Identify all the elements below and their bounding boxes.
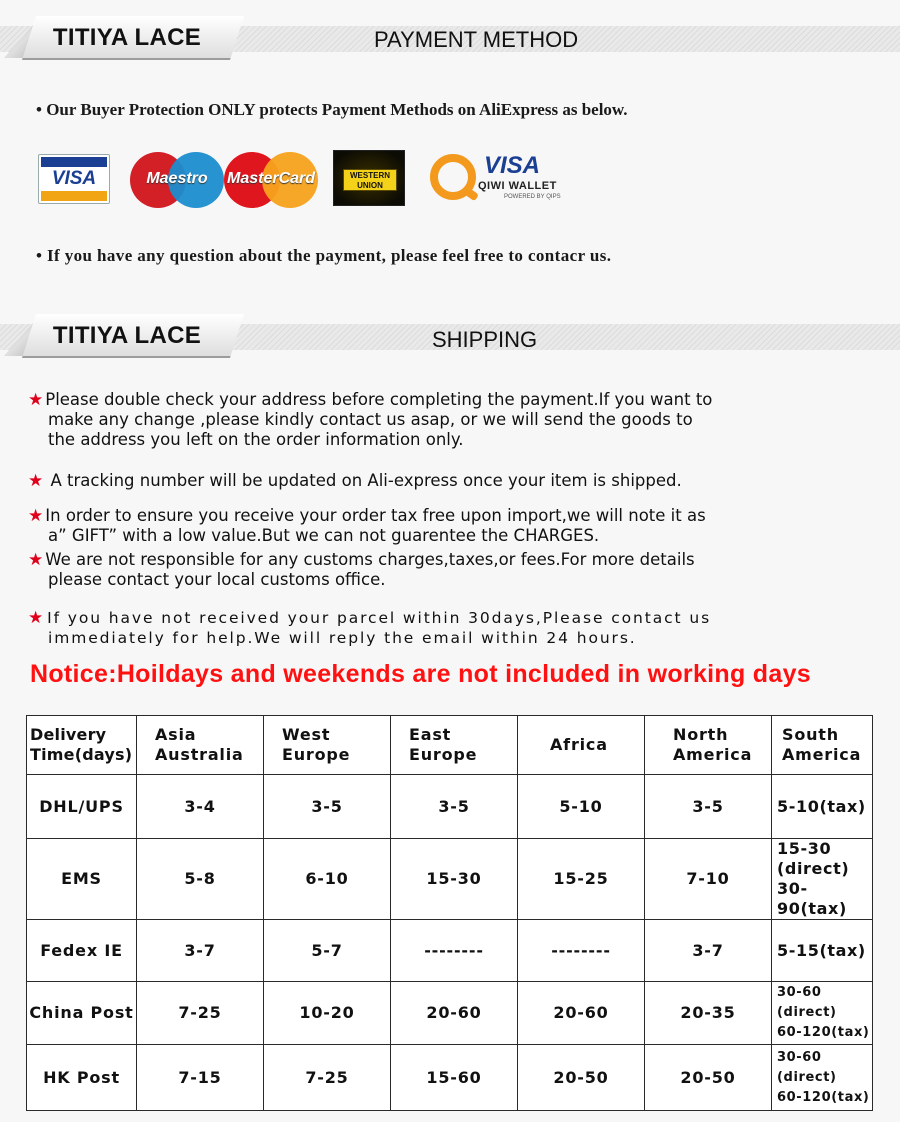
- header-cell: East Europe: [391, 716, 518, 775]
- table-cell: 5-10(tax): [772, 775, 873, 839]
- header-cell: Asia Australia: [137, 716, 264, 775]
- payment-question-note: • If you have any question about the payment, please feel free to contacr us.: [36, 246, 612, 265]
- table-cell: Fedex IE: [27, 920, 137, 982]
- buyer-protection-note: • Our Buyer Protection ONLY protects Payment Methods on AliExpress as below.: [36, 100, 628, 119]
- table-cell: 3-5: [264, 775, 391, 839]
- table-cell: 15-60: [391, 1045, 518, 1111]
- western-union-word: WESTERN UNION: [343, 169, 397, 191]
- table-cell: HK Post: [27, 1045, 137, 1111]
- table-cell: 30-60 (direct) 60-120(tax): [772, 1045, 873, 1111]
- holiday-notice: Notice:Hoildays and weekends are not included in working days: [30, 660, 811, 688]
- note-tracking-number: ★ A tracking number will be updated on Ali-express once your item is shipped.: [28, 471, 682, 491]
- red-star-icon: ★: [28, 608, 46, 628]
- mastercard-logo: [224, 152, 318, 208]
- qiwi-powered-word: POWERED BY QIPS: [504, 194, 561, 200]
- table-header-row: [27, 716, 873, 775]
- visa-card-word: VISA: [51, 168, 97, 189]
- table-cell: EMS: [27, 839, 137, 920]
- table-cell: 15-30: [391, 839, 518, 920]
- mastercard-word: MasterCard: [226, 170, 316, 187]
- table-cell: 30-60 (direct) 60-120(tax): [772, 982, 873, 1045]
- table-cell: 10-20: [264, 982, 391, 1045]
- note-address-check: ★ Please double check your address before completing the payment.If you want to make any change ,please kindly contact us asap, or we will send the goods to the address you left on the order information only.: [28, 390, 713, 449]
- header-cell: South America: [772, 716, 873, 775]
- visa-card-logo: [38, 154, 110, 204]
- note-parcel-contact: ★ If you have not received your parcel within 30days,Please contact us immediately for help.We will reply the email within 24 hours.: [28, 608, 712, 647]
- red-star-icon: ★: [28, 506, 44, 526]
- qiwi-wallet-word: QIWI WALLET: [478, 180, 557, 192]
- qiwi-visa-wallet-logo: [428, 150, 568, 208]
- maestro-word: Maestro: [146, 170, 208, 187]
- table-row: [27, 775, 873, 839]
- maestro-logo: [130, 152, 224, 208]
- table-cell: 7-10: [645, 839, 772, 920]
- red-star-icon: ★: [28, 550, 44, 570]
- table-cell: 5-10: [518, 775, 645, 839]
- shipping-section-header: [0, 314, 900, 360]
- brand-label: TITIYA LACE: [52, 24, 202, 51]
- table-cell: 5-7: [264, 920, 391, 982]
- table-cell: 5-8: [137, 839, 264, 920]
- qiwi-visa-word: VISA: [484, 152, 541, 179]
- table-cell: 3-7: [645, 920, 772, 982]
- table-row: [27, 839, 873, 920]
- header-cell: Africa: [518, 716, 645, 775]
- table-cell: 20-50: [645, 1045, 772, 1111]
- header-cell: West Europe: [264, 716, 391, 775]
- table-cell: 20-60: [391, 982, 518, 1045]
- western-union-logo: [333, 150, 405, 206]
- red-star-icon: ★: [28, 390, 44, 410]
- table-cell: --------: [391, 920, 518, 982]
- header-cell: Delivery Time(days): [27, 716, 137, 775]
- table-cell: 7-25: [137, 982, 264, 1045]
- payment-section-header: [0, 16, 900, 62]
- table-cell: 15-30 (direct) 30-90(tax): [772, 839, 873, 920]
- table-cell: 3-5: [391, 775, 518, 839]
- table-cell: China Post: [27, 982, 137, 1045]
- header-cell: North America: [645, 716, 772, 775]
- table-cell: 3-4: [137, 775, 264, 839]
- table-cell: --------: [518, 920, 645, 982]
- table-cell: 3-7: [137, 920, 264, 982]
- note-tax-free-gift: ★ In order to ensure you receive your order tax free upon import,we will note it as a” GIFT” with a low value.But we can not guarentee the CHARGES.: [28, 506, 706, 545]
- table-row: [27, 982, 873, 1045]
- table-cell: 5-15(tax): [772, 920, 873, 982]
- note-customs-charges: ★ We are not responsible for any customs charges,taxes,or fees.For more details please contact your local customs office.: [28, 550, 695, 589]
- table-cell: DHL/UPS: [27, 775, 137, 839]
- table-cell: 7-25: [264, 1045, 391, 1111]
- table-cell: 7-15: [137, 1045, 264, 1111]
- payment-heading: PAYMENT METHOD: [374, 27, 579, 52]
- delivery-time-table: [26, 715, 873, 1111]
- table-cell: 3-5: [645, 775, 772, 839]
- table-row: [27, 1045, 873, 1111]
- table-cell: 20-60: [518, 982, 645, 1045]
- shipping-heading: SHIPPING: [432, 327, 538, 352]
- table-cell: 15-25: [518, 839, 645, 920]
- table-cell: 20-35: [645, 982, 772, 1045]
- payment-logos: [0, 140, 900, 220]
- table-row: [27, 920, 873, 982]
- table-cell: 6-10: [264, 839, 391, 920]
- brand-label: TITIYA LACE: [52, 322, 202, 349]
- red-star-icon: ★: [28, 471, 44, 491]
- table-cell: 20-50: [518, 1045, 645, 1111]
